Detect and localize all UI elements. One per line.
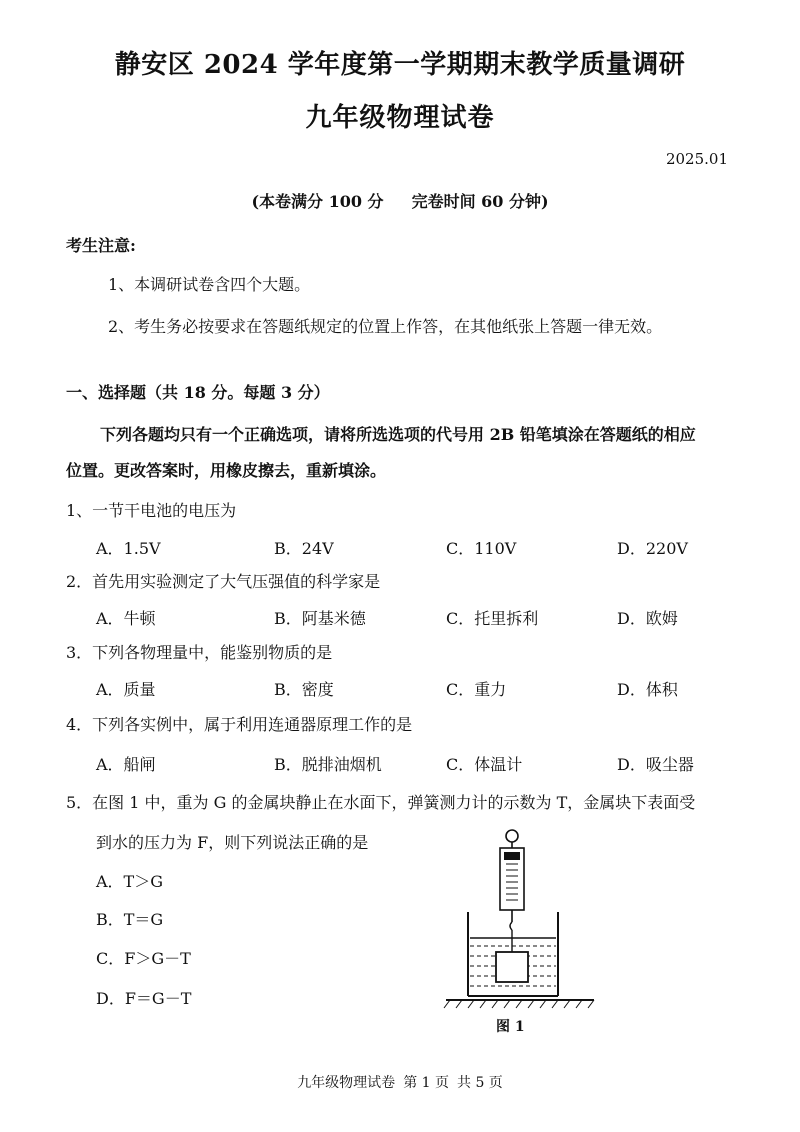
footer-total: 共 5 页: [457, 1075, 503, 1091]
spring-scale-icon: [500, 830, 524, 952]
question-stem: 5．在图 1 中，重为 G 的金属块静止在水面下，弹簧测力计的示数为 T，金属块下表面受: [66, 793, 696, 812]
metal-block-icon: [496, 952, 528, 982]
exam-date: 2025.01: [665, 150, 728, 168]
exam-title: 静安区 2024 学年度第一学期期末教学质量调研: [114, 50, 686, 80]
question-stem: 到水的压力为 F，则下列说法正确的是: [96, 833, 369, 852]
option: C．F＞G－T: [96, 949, 191, 968]
figure-label: 图 1: [496, 1019, 525, 1035]
time-note: 完卷时间 60 分钟): [411, 192, 549, 211]
option: A．1.5V: [96, 539, 161, 558]
option: D．体积: [617, 680, 678, 699]
option: A．质量: [96, 680, 156, 699]
option: B．T＝G: [96, 910, 164, 929]
question-stem: 4．下列各实例中，属于利用连通器原理工作的是: [66, 715, 413, 734]
footer-paper: 九年级物理试卷: [297, 1075, 396, 1091]
option: B．24V: [274, 539, 334, 558]
option: D．F＝G－T: [96, 989, 192, 1008]
option: D．220V: [617, 539, 688, 558]
page-footer: [0, 1072, 800, 1092]
exam-subtitle: 九年级物理试卷: [305, 103, 495, 133]
option: B．密度: [274, 680, 334, 699]
option: B．阿基米德: [274, 609, 366, 628]
notice-item: 2、考生务必按要求在答题纸规定的位置上作答，在其他纸张上答题一律无效。: [108, 317, 663, 336]
option: C．体温计: [446, 755, 523, 774]
score-note: (本卷满分 100 分: [251, 192, 384, 211]
option: A．T＞G: [96, 872, 164, 891]
option: B．脱排油烟机: [274, 755, 382, 774]
question-stem: 1、一节干电池的电压为: [66, 501, 237, 520]
option: C．重力: [446, 680, 507, 699]
option: D．欧姆: [617, 609, 678, 628]
question-stem: 2．首先用实验测定了大气压强值的科学家是: [66, 572, 381, 591]
option: A．牛顿: [96, 609, 156, 628]
notice-item: 1、本调研试卷含四个大题。: [108, 275, 311, 294]
option: D．吸尘器: [617, 755, 694, 774]
notice-title: 考生注意:: [66, 236, 136, 255]
ground-hatch-icon: [444, 1000, 594, 1008]
option: C．托里拆利: [446, 609, 539, 628]
section-instruction: 下列各题均只有一个正确选项，请将所选选项的代号用 2B 铅笔填涂在答题纸的相应: [100, 425, 696, 444]
option: A．船闸: [96, 755, 156, 774]
section-instruction: 位置。更改答案时，用橡皮擦去，重新填涂。: [66, 461, 387, 480]
figure-spring-scale-beaker: [440, 826, 600, 1016]
option: C．110V: [446, 539, 517, 558]
question-stem: 3．下列各物理量中，能鉴别物质的是: [66, 643, 333, 662]
section-title: 一、选择题（共 18 分。每题 3 分）: [66, 383, 330, 402]
footer-page: 第 1 页: [403, 1075, 449, 1091]
exam-meta: [0, 189, 800, 212]
